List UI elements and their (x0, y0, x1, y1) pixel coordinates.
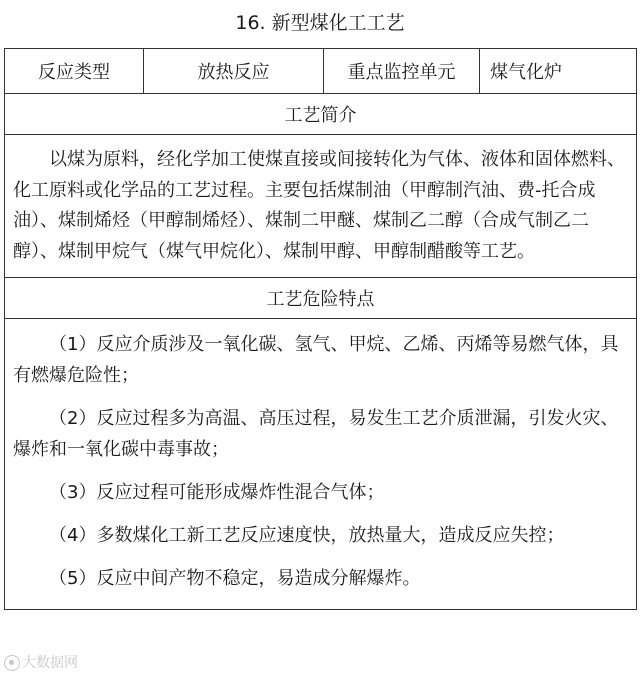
hazards-heading-row (5, 278, 637, 319)
camera-logo-icon (4, 655, 20, 671)
header-row (5, 49, 637, 94)
hazard-item: （4）多数煤化工新工艺反应速度快，放热量大，造成反应失控； (49, 525, 565, 546)
intro-paragraph: 以煤为原料，经化学加工使煤直接或间接转化为气体、液体和固体燃料、化工原料或化学品的工艺过程。主要包括煤制油（甲醇制汽油、费-托合成油）、煤制烯烃（甲醇制烯烃）、煤制二甲醚、煤制乙二醇（合成气制乙二醇）、煤制甲烷气（煤气甲烷化）、煤制甲醇、甲醇制醋酸等工艺。 (5, 135, 637, 278)
process-table (4, 48, 637, 610)
watermark (4, 652, 78, 672)
watermark-text: 大数据网 (22, 655, 78, 671)
reaction-type-value: 放热反应 (144, 49, 324, 94)
page-title: 16. 新型煤化工工艺 (235, 12, 405, 34)
reaction-type-label: 反应类型 (5, 49, 144, 94)
hazards-list (5, 319, 637, 610)
intro-heading-row (5, 94, 637, 135)
hazard-item: （1）反应介质涉及一氧化碳、氢气、甲烷、乙烯、丙烯等易燃气体，具有燃爆危险性； (13, 334, 619, 386)
intro-heading: 工艺简介 (5, 94, 637, 135)
hazard-item: （2）反应过程多为高温、高压过程，易发生工艺介质泄漏，引发火灾、爆炸和一氧化碳中毒事故； (13, 408, 619, 460)
hazards-heading: 工艺危险特点 (5, 278, 637, 319)
hazards-body-row (5, 319, 637, 610)
hazard-item: （5）反应中间产物不稳定，易造成分解爆炸。 (49, 568, 421, 589)
monitor-unit-label: 重点监控单元 (324, 49, 480, 94)
hazard-item: （3）反应过程可能形成爆炸性混合气体； (49, 482, 385, 503)
intro-body-row (5, 135, 637, 278)
monitor-unit-value: 煤气化炉 (480, 49, 637, 94)
